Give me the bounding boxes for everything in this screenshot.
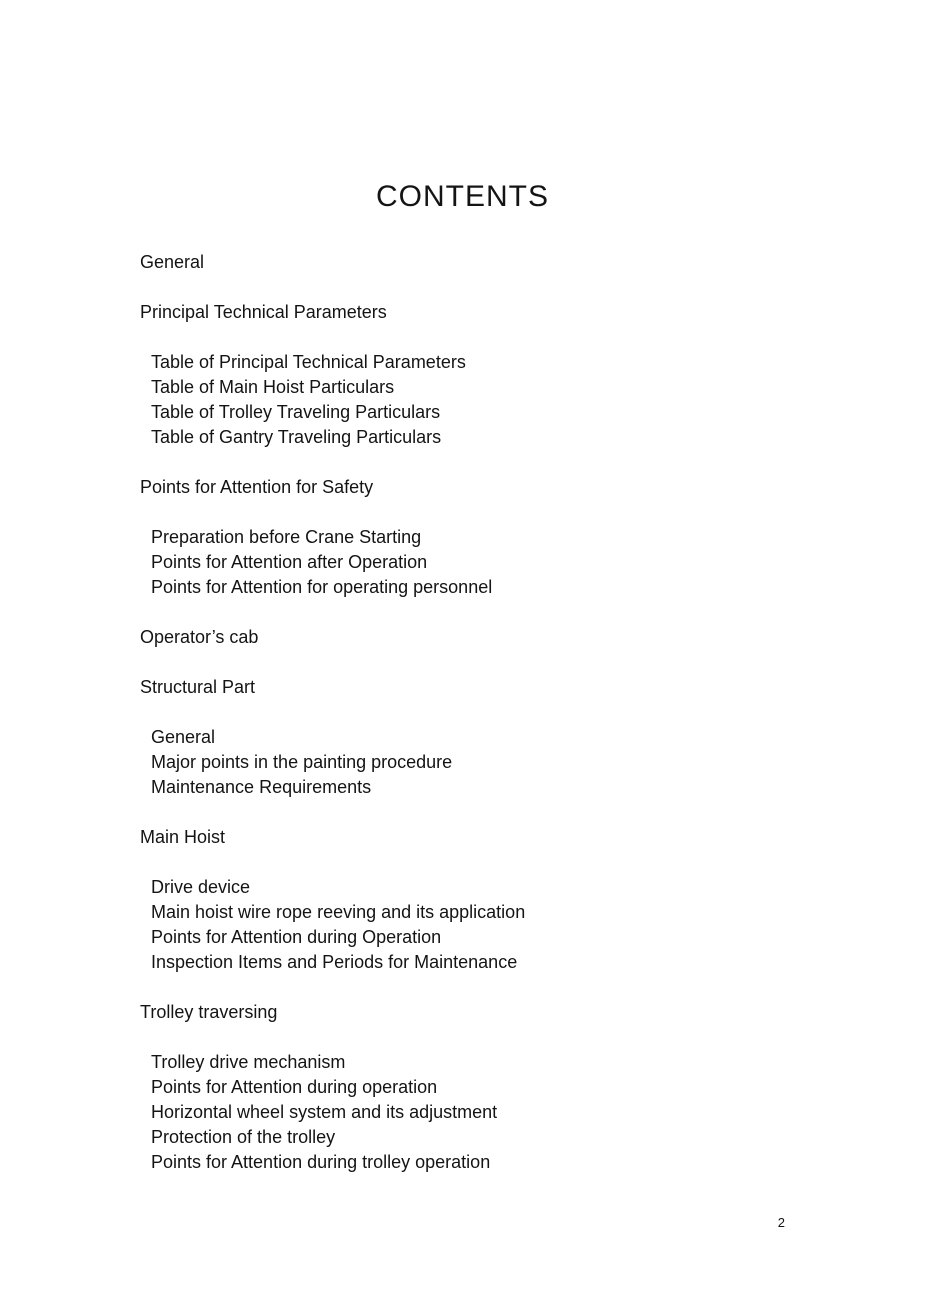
toc-item: Points for Attention during operation — [151, 1077, 438, 1097]
toc-section-principal-technical-parameters — [140, 300, 805, 450]
toc-item-list — [140, 525, 805, 600]
page-title: CONTENTS — [376, 180, 549, 213]
toc-item: Points for Attention after Operation — [151, 552, 428, 572]
toc-item-list — [140, 725, 805, 800]
toc-item: Table of Gantry Traveling Particulars — [151, 427, 442, 447]
toc-item: Protection of the trolley — [151, 1127, 336, 1147]
toc-heading: Principal Technical Parameters — [140, 302, 387, 322]
toc-item: Points for Attention for operating personnel — [151, 577, 493, 597]
toc-section-general — [140, 250, 805, 275]
table-of-contents — [0, 250, 925, 1175]
toc-item: Horizontal wheel system and its adjustment — [151, 1102, 498, 1122]
toc-heading: Main Hoist — [140, 827, 226, 847]
toc-heading: General — [140, 252, 205, 272]
toc-heading: Structural Part — [140, 677, 256, 697]
toc-item: Maintenance Requirements — [151, 777, 372, 797]
toc-item: Main hoist wire rope reeving and its application — [151, 902, 526, 922]
toc-item: Major points in the painting procedure — [151, 752, 453, 772]
toc-item: Trolley drive mechanism — [151, 1052, 346, 1072]
toc-item: Points for Attention during Operation — [151, 927, 442, 947]
toc-section-trolley-traversing — [140, 1000, 805, 1175]
toc-heading: Operator’s cab — [140, 627, 259, 647]
toc-section-main-hoist — [140, 825, 805, 975]
toc-item-list — [140, 1050, 805, 1175]
toc-heading: Points for Attention for Safety — [140, 477, 374, 497]
toc-item: Table of Main Hoist Particulars — [151, 377, 395, 397]
toc-item-list — [140, 875, 805, 975]
toc-item: Table of Trolley Traveling Particulars — [151, 402, 441, 422]
toc-item-list — [140, 350, 805, 450]
toc-section-structural-part — [140, 675, 805, 800]
toc-item: Preparation before Crane Starting — [151, 527, 422, 547]
toc-item: Table of Principal Technical Parameters — [151, 352, 466, 372]
toc-item: Drive device — [151, 877, 251, 897]
toc-section-points-for-attention-for-safety — [140, 475, 805, 600]
toc-item: Points for Attention during trolley operation — [151, 1152, 491, 1172]
toc-heading: Trolley traversing — [140, 1002, 278, 1022]
toc-item: Inspection Items and Periods for Maintenance — [151, 952, 518, 972]
toc-section-operators-cab — [140, 625, 805, 650]
toc-item: General — [151, 727, 216, 747]
page-number: 2 — [777, 1215, 785, 1230]
